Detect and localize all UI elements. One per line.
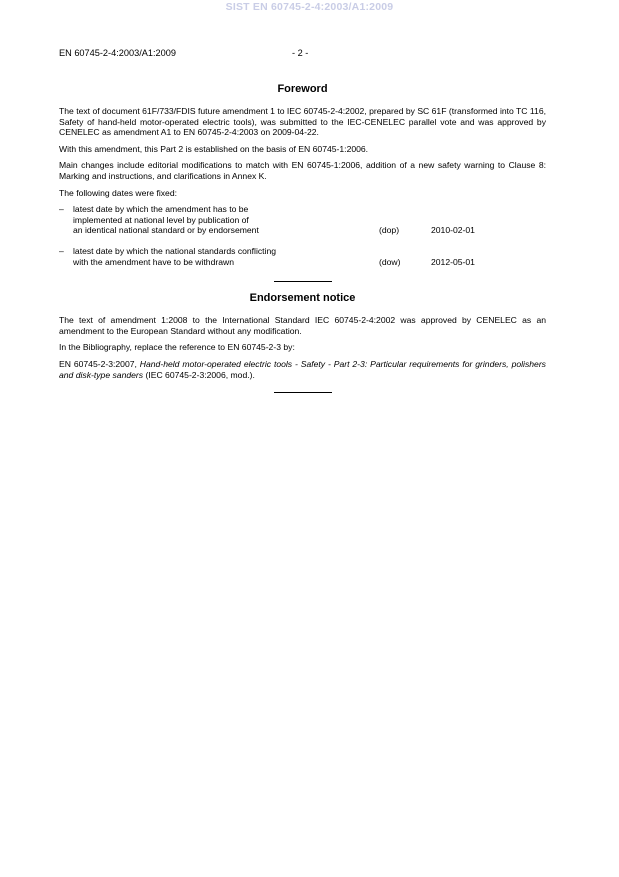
date-description-line: with the amendment have to be withdrawn <box>73 256 234 267</box>
foreword-paragraph-4: The following dates were fixed: <box>59 187 177 198</box>
list-dash: – <box>59 245 64 256</box>
endorsement-title: Endorsement notice <box>249 292 356 305</box>
document-id-header: EN 60745-2-4:2003/A1:2009 <box>59 48 176 58</box>
foreword-paragraph-3: Main changes include editorial modifications to match with EN 60745-1:2006, addition of a new safety warning to Clause 8: Marking and instructions, and clarifications in Annex K. <box>59 160 546 181</box>
watermark: SIST EN 60745-2-4:2003/A1:2009 <box>225 1 394 13</box>
foreword-title: Foreword <box>277 83 328 95</box>
bibliography-reference <box>59 359 546 380</box>
date-value: 2012-05-01 <box>431 256 475 267</box>
dates-list <box>59 204 546 267</box>
page-number: - 2 - <box>292 48 309 58</box>
reference-id: EN 60745-2-3:2007, <box>59 358 140 369</box>
date-abbreviation: (dow) <box>379 256 401 267</box>
date-abbreviation: (dop) <box>379 225 400 236</box>
date-description-line: implemented at national level by publication of <box>73 214 249 225</box>
list-dash: – <box>59 204 64 215</box>
reference-suffix: (IEC 60745-2-3:2006, mod.). <box>143 369 255 380</box>
foreword-paragraph-1: The text of document 61F/733/FDIS future amendment 1 to IEC 60745-2-4:2002, prepared by SC 61F (transformed into TC 116, Safety of hand-held motor-operated electric tools), was submitted to the IEC-CENELEC parallel vote and was approved by CENELEC as amendment A1 to EN 60745-2-4:2003 on 2009-04-22. <box>59 106 546 138</box>
page-content <box>59 83 546 403</box>
endorsement-paragraph-1: The text of amendment 1:2008 to the International Standard IEC 60745-2-4:2002 was approved by CENELEC as an amendment to the European Standard without any modification. <box>59 315 546 336</box>
date-value: 2010-02-01 <box>431 225 475 236</box>
date-description <box>73 246 379 267</box>
reference-title: Hand-held motor-operated electric tools - Safety - Part 2-3: Particular requirements for grinders, polishers and disk-type sanders <box>59 358 546 380</box>
date-description-line: latest date by which the amendment has to be <box>73 204 249 215</box>
end-divider <box>274 392 332 393</box>
endorsement-paragraph-2: In the Bibliography, replace the reference to EN 60745-2-3 by: <box>59 342 295 353</box>
date-description <box>73 204 379 236</box>
date-row-dow <box>59 246 546 267</box>
date-description-line: an identical national standard or by endorsement <box>73 225 259 236</box>
date-description-line: latest date by which the national standards conflicting <box>73 245 277 256</box>
date-row-dop <box>59 204 546 236</box>
section-divider <box>274 281 332 282</box>
foreword-paragraph-2: With this amendment, this Part 2 is established on the basis of EN 60745-1:2006. <box>59 143 369 154</box>
